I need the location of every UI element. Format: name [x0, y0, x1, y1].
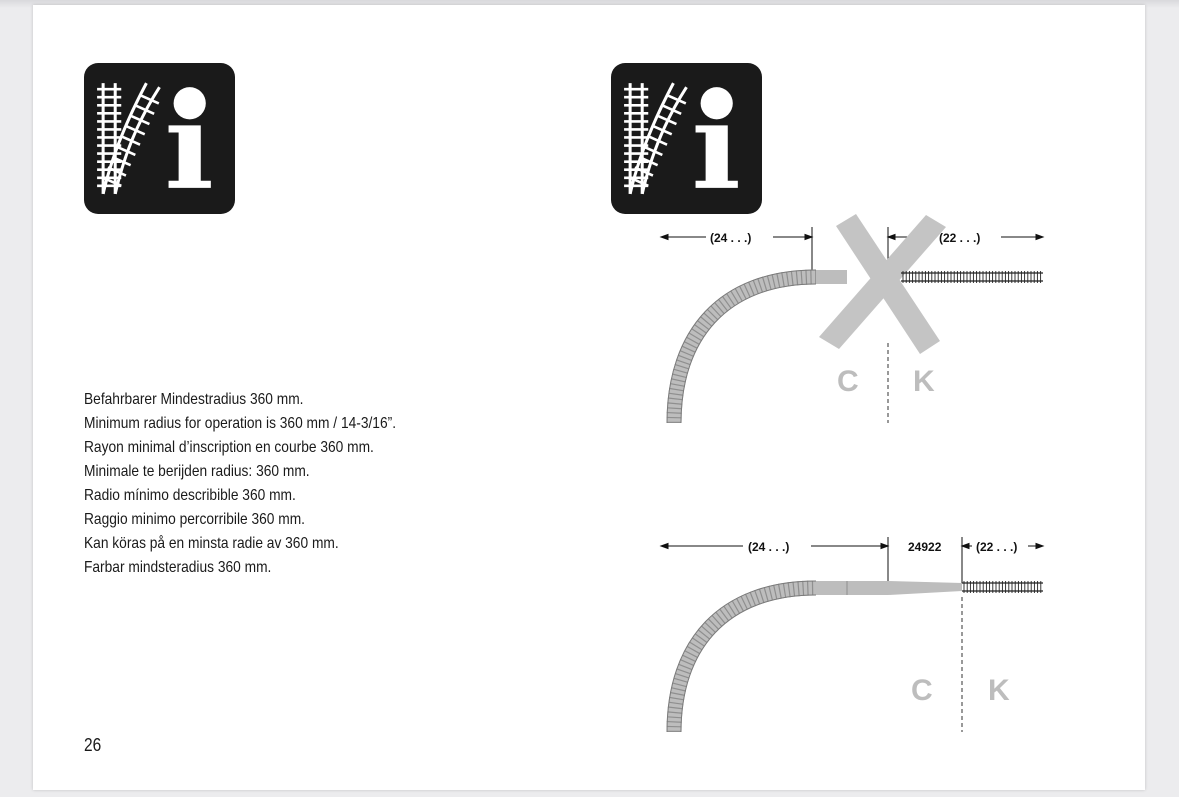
top-right-dimension: (22 . . .): [939, 231, 981, 245]
top-track-diagram: [661, 214, 1043, 423]
top-label-c: C: [837, 365, 859, 398]
text-line-it: Raggio minimo percorribile 360 mm.: [84, 511, 306, 528]
text-line-nl: Minimale te berijden radius: 360 mm.: [84, 463, 310, 480]
bottom-label-k: K: [988, 674, 1010, 707]
text-line-da: Farbar mindsteradius 360 mm.: [84, 559, 272, 576]
top-curved-c-track: [674, 277, 816, 423]
track-diagrams: [33, 5, 1145, 790]
bottom-left-dimension: (24 . . .): [748, 540, 790, 554]
page-number: 26: [84, 735, 102, 755]
text-line-fr: Rayon minimal d’inscription en courbe 360 mm.: [84, 439, 374, 456]
bottom-c-straight-track: [816, 581, 888, 595]
bottom-straight-k-track: [962, 581, 1043, 593]
bottom-middle-dimension: 24922: [908, 540, 942, 554]
document-page: [33, 5, 1145, 790]
top-c-track-end: [816, 270, 847, 284]
bottom-curved-c-track: [674, 588, 816, 732]
text-line-en: Minimum radius for operation is 360 mm / 14-3/16”.: [84, 415, 397, 432]
top-straight-k-track: [901, 271, 1043, 283]
top-left-dimension: (24 . . .): [710, 231, 752, 245]
bottom-track-diagram: [661, 537, 1043, 732]
transition-track-24922: [888, 581, 962, 595]
top-label-k: K: [913, 365, 935, 398]
text-line-sv: Kan köras på en minsta radie av 360 mm.: [84, 535, 339, 552]
text-line-de: Befahrbarer Mindestradius 360 mm.: [84, 391, 304, 408]
text-line-es: Radio mínimo describible 360 mm.: [84, 487, 296, 504]
bottom-right-dimension: (22 . . .): [976, 540, 1018, 554]
bottom-label-c: C: [911, 674, 933, 707]
